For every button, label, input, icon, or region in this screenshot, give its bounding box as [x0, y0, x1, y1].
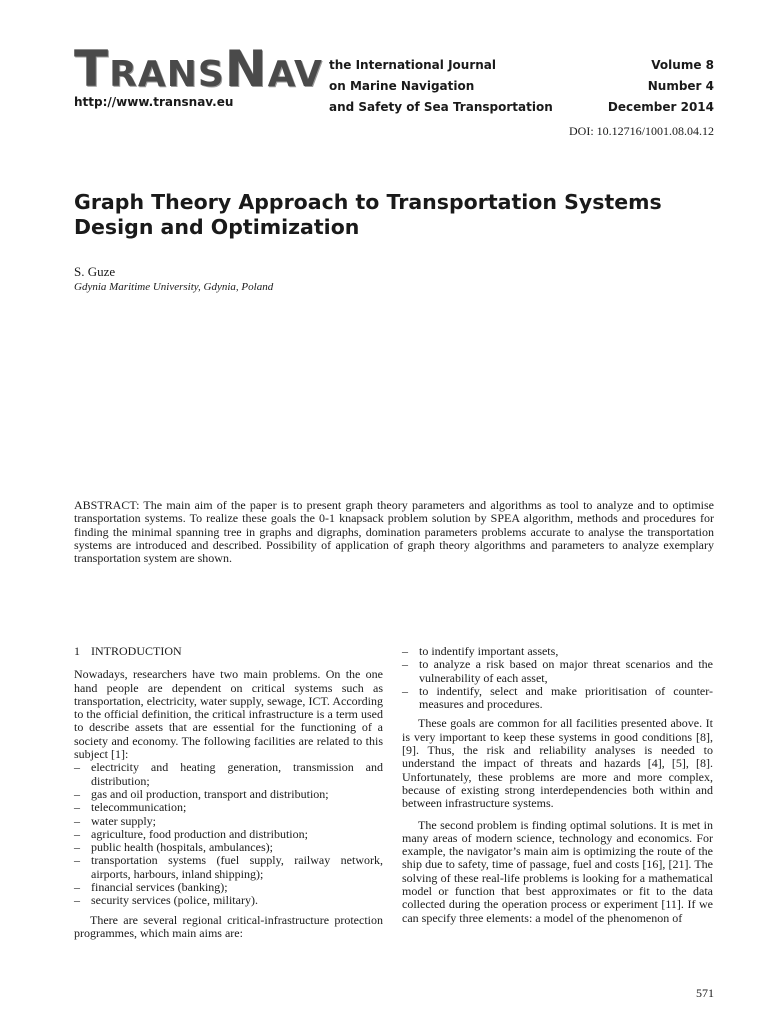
list-item: – to indentify important assets, [402, 645, 713, 658]
list-item: – transportation systems (fuel supply, railway network, airports, harbours, inland shipping); [74, 854, 383, 881]
journal-url[interactable]: http://www.transnav.eu [74, 95, 234, 109]
paragraph: The second problem is finding optimal solutions. It is met in many areas of modern science, technology and economics. For example, the navigator’s main aim is optimizing the route of the ship due to safety, time of passage, fuel and costs [16], [21]. The solving of these real-life problems is looking for a mathematical model or function that best approximates or fit to the data collected during the operation process or experiment [11]. If we can specify three elements: a model of the phenomenon of [402, 817, 713, 925]
issue-info [608, 55, 714, 118]
paragraph: These goals are common for all facilities presented above. It is very important to keep these systems in good conditions [8], [9]. Thus, the risk and reliability analyses is needed to understand the impact of threats and hazards [4], [5], [8]. Unfortunately, these problems are more and more complex, because of existing strong interdependencies both within and between infrastructure systems. [402, 716, 713, 811]
list-item: – financial services (banking); [74, 881, 383, 894]
abstract: ABSTRACT: The main aim of the paper is to present graph theory parameters and algorithms as tool to analyze and to optimise transportation systems. To realize these goals the 0-1 knapsack problem solution by SPEA algorithm, methods and procedures for finding the minimal spanning tree in graphs and digraphs, domination parameters problems accurate to analyse the transportation systems are introduced and described. Possibility of application of graph theory algorithms and parameters to analyze exemplary transportation system are shown. [74, 498, 714, 566]
list-item: – telecommunication; [74, 801, 383, 814]
paper-title: Graph Theory Approach to Transportation Systems Design and Optimization [74, 190, 662, 239]
list-item: – to analyze a risk based on major threat scenarios and the vulnerability of each asset, [402, 658, 713, 685]
left-column [74, 645, 383, 940]
doi: DOI: 10.12716/1001.08.04.12 [569, 124, 714, 138]
list-item: – security services (police, military). [74, 894, 383, 907]
list-item: – gas and oil production, transport and distribution; [74, 788, 383, 801]
list-item: – water supply; [74, 815, 383, 828]
journal-logo: TRANSNAV [74, 40, 323, 98]
right-column [402, 645, 713, 925]
list-item: – agriculture, food production and distribution; [74, 828, 383, 841]
list-item: – to indentify, select and make prioritisation of counter-measures and procedures. [402, 685, 713, 712]
number: Number 4 [647, 79, 714, 93]
paragraph: There are several regional critical-infrastructure protection programmes, which main aims are: [74, 912, 383, 940]
facilities-list [74, 761, 383, 907]
page-number: 571 [696, 986, 714, 1000]
section-heading: 1 INTRODUCTION [74, 644, 182, 658]
affiliation: Gdynia Maritime University, Gdynia, Poland [74, 281, 274, 293]
aims-list [402, 645, 713, 711]
volume: Volume 8 [651, 58, 714, 72]
list-item: – public health (hospitals, ambulances); [74, 841, 383, 854]
author: S. Guze [74, 264, 116, 279]
list-item: – electricity and heating generation, transmission and distribution; [74, 761, 383, 788]
journal-name: the International Journal on Marine Navigation and Safety of Sea Transportation [329, 58, 553, 114]
issue-date: December 2014 [607, 100, 714, 114]
paragraph: Nowadays, researchers have two main problems. On the one hand people are dependent on critical systems such as transportation, electricity, water supply, sewage, ICT. According to the official definition, the critical infrastructure is a term used to describe assets that are essential for the functioning of a society and economy. The following facilities are related to this subject [1]: [74, 667, 383, 762]
